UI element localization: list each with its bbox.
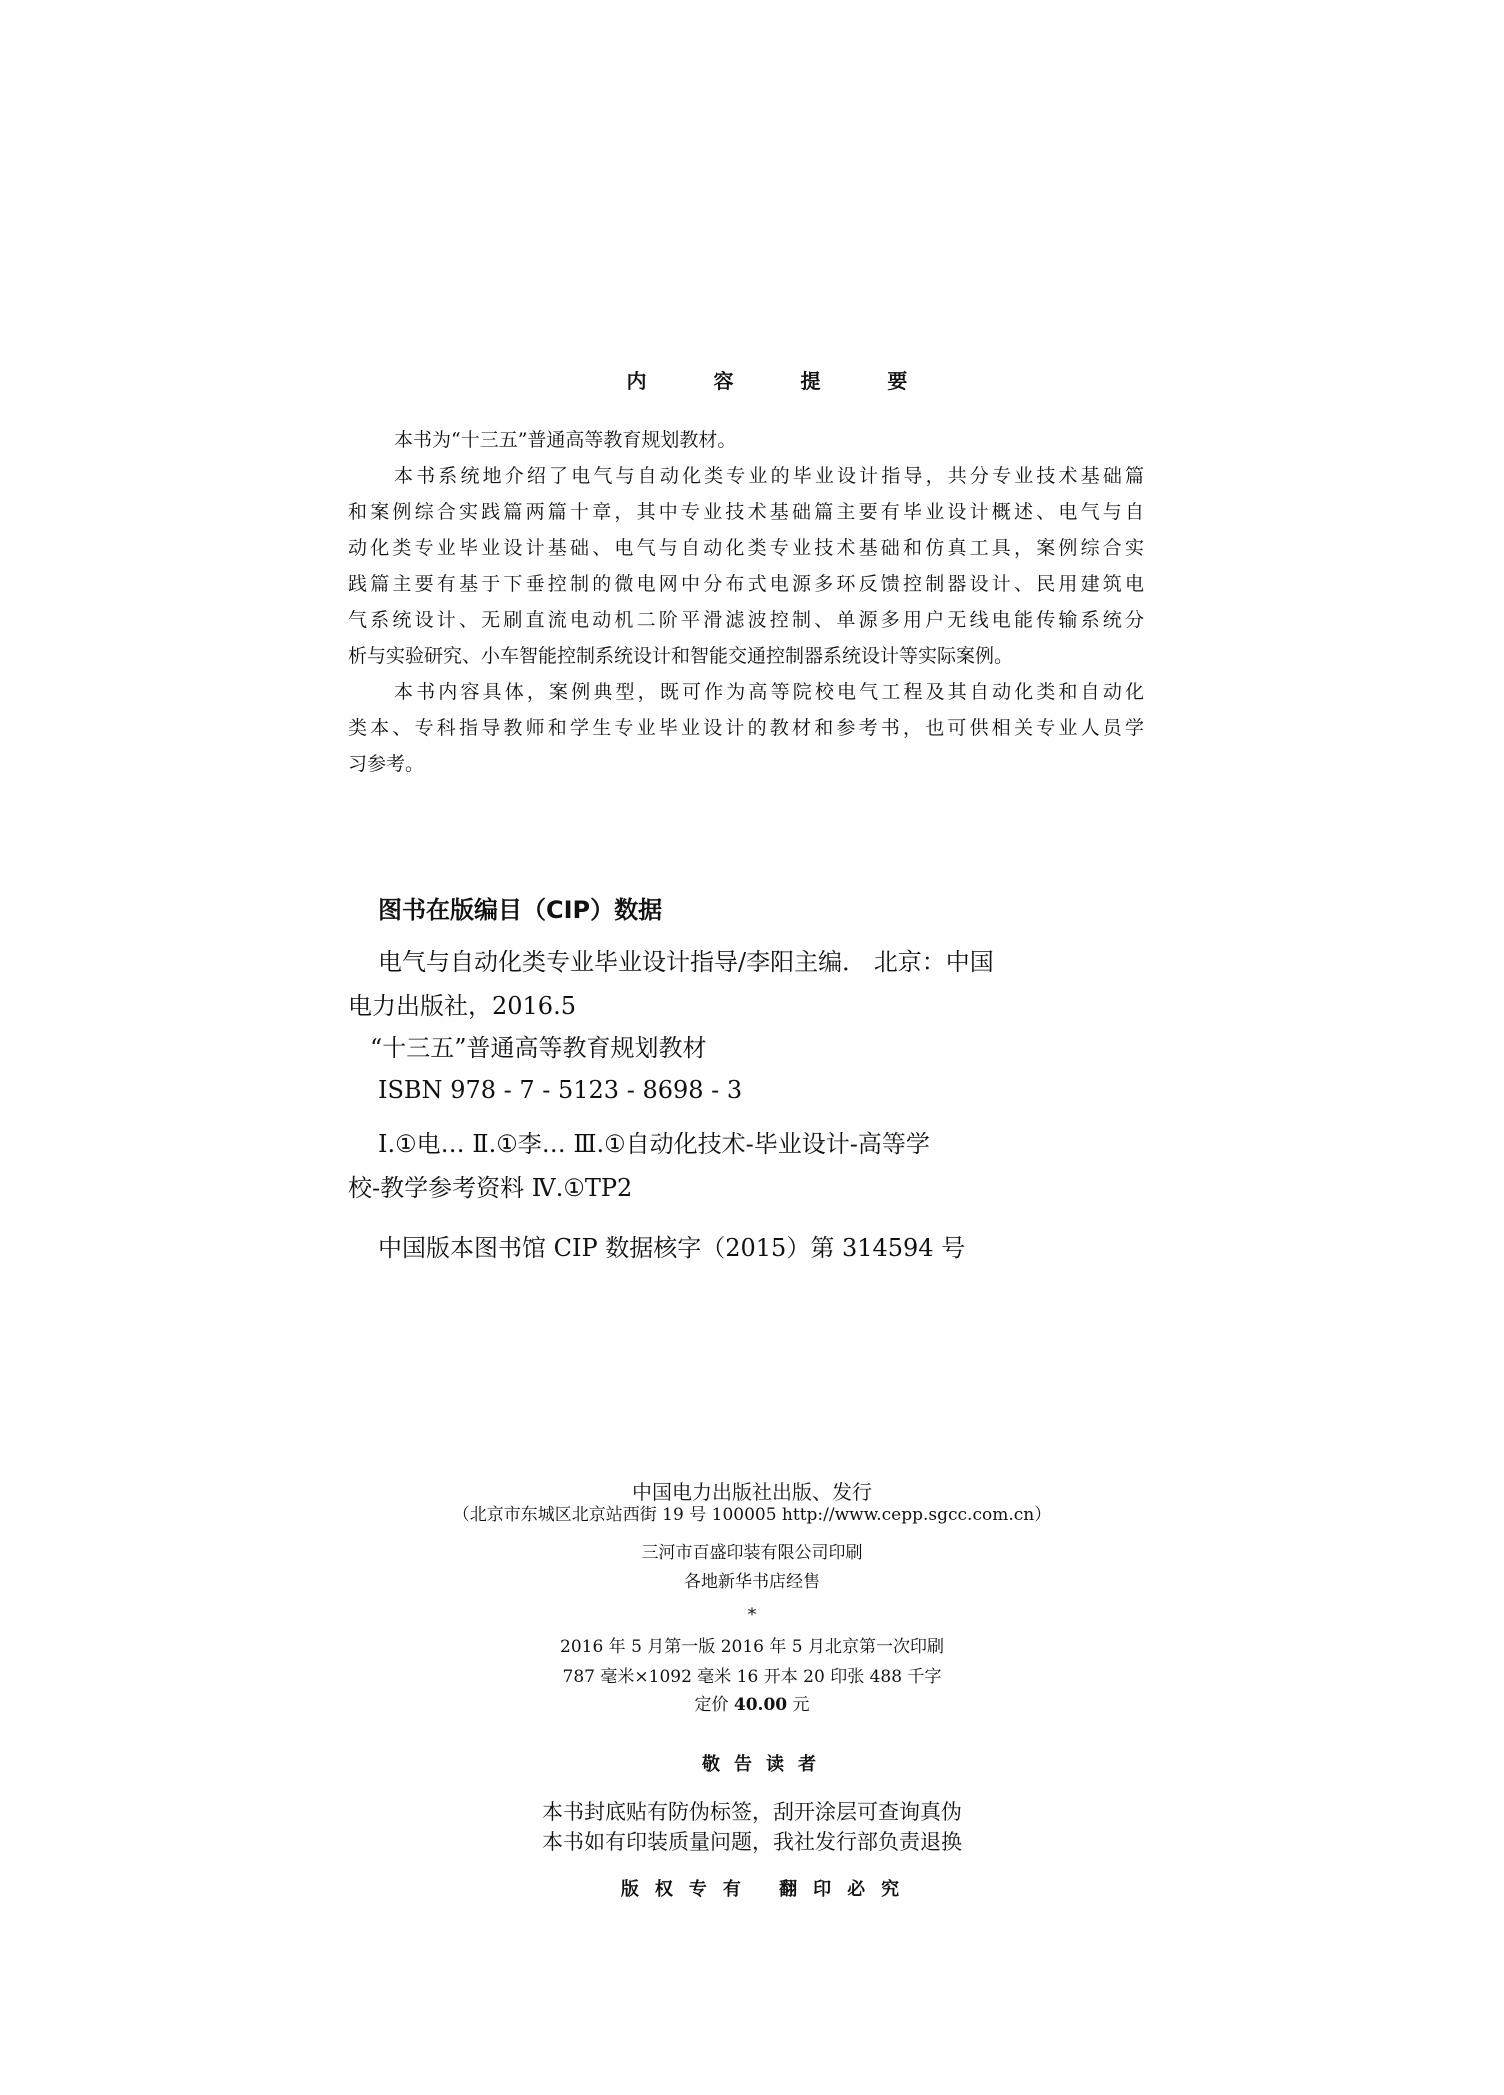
separator-star: * (747, 1605, 757, 1625)
summary-title: 内 容 提 要 (626, 369, 938, 393)
summary-paragraph-2-line: 气系统设计、无刷直流电动机二阶平滑滤波控制、单源多用户无线电能传输系统分 (348, 609, 1144, 631)
price-unit: 元 (787, 1695, 810, 1715)
summary-paragraph-3-line: 类本、专科指导教师和学生专业毕业设计的教材和参考书，也可供相关专业人员学 (348, 717, 1144, 739)
notice-title: 敬告读者 (702, 1754, 830, 1775)
cip-classification-line: Ⅰ.①电… Ⅱ.①李… Ⅲ.①自动化技术-毕业设计-高等学 (378, 1130, 930, 1158)
cip-title-line: 电气与自动化类专业毕业设计指导/李阳主编． 北京：中国 (378, 948, 994, 976)
summary-paragraph-3-line: 本书内容具体，案例典型，既可作为高等院校电气工程及其自动化类和自动化 (394, 681, 1144, 703)
cip-isbn: ISBN 978 - 7 - 5123 - 8698 - 3 (378, 1076, 743, 1104)
summary-paragraph-1: 本书为“十三五”普通高等教育规划教材。 (394, 429, 737, 451)
cip-series: “十三五”普通高等教育规划教材 (370, 1034, 707, 1062)
summary-paragraph-2-line: 本书系统地介绍了电气与自动化类专业的毕业设计指导，共分专业技术基础篇 (394, 465, 1144, 487)
cip-record-number: 中国版本图书馆 CIP 数据核字（2015）第 314594 号 (378, 1234, 966, 1262)
specs-line: 787 毫米×1092 毫米 16 开本 20 印张 488 千字 (562, 1667, 942, 1687)
summary-paragraph-3-line: 习参考。 (348, 753, 425, 775)
summary-paragraph-2-line: 和案例综合实践篇两篇十章，其中专业技术基础篇主要有毕业设计概述、电气与自 (348, 501, 1144, 523)
summary-paragraph-2-line: 动化类专业毕业设计基础、电气与自动化类专业技术基础和仿真工具，案例综合实 (348, 537, 1144, 559)
copyright-notice: 版权专有 翻印必究 (620, 1879, 916, 1900)
notice-line: 本书封底贴有防伪标签，刮开涂层可查询真伪 (542, 1800, 962, 1824)
cip-classification-line: 校-教学参考资料 Ⅳ.①TP2 (348, 1174, 633, 1202)
summary-paragraph-2-line: 析与实验研究、小车智能控制系统设计和智能交通控制器系统设计等实际案例。 (348, 645, 1014, 667)
edition-line: 2016 年 5 月第一版 2016 年 5 月北京第一次印刷 (560, 1637, 944, 1657)
distributor-line: 各地新华书店经售 (684, 1572, 820, 1592)
publisher-line: 中国电力出版社出版、发行 (632, 1480, 872, 1504)
cip-title-line: 电力出版社，2016.5 (348, 992, 576, 1020)
summary-paragraph-2-line: 践篇主要有基于下垂控制的微电网中分布式电源多环反馈控制器设计、民用建筑电 (348, 573, 1144, 595)
price-label: 定价 (694, 1695, 734, 1715)
printer-line: 三河市百盛印装有限公司印刷 (641, 1543, 863, 1563)
notice-line: 本书如有印装质量问题，我社发行部负责退换 (542, 1830, 962, 1854)
price-line (0, 1694, 1504, 1716)
address-line: （北京市东城区北京站西街 19 号 100005 http://www.cepp.sgcc.com.cn） (452, 1505, 1052, 1525)
price-value: 40.00 (733, 1695, 788, 1715)
cip-heading: 图书在版编目（CIP）数据 (378, 896, 663, 924)
